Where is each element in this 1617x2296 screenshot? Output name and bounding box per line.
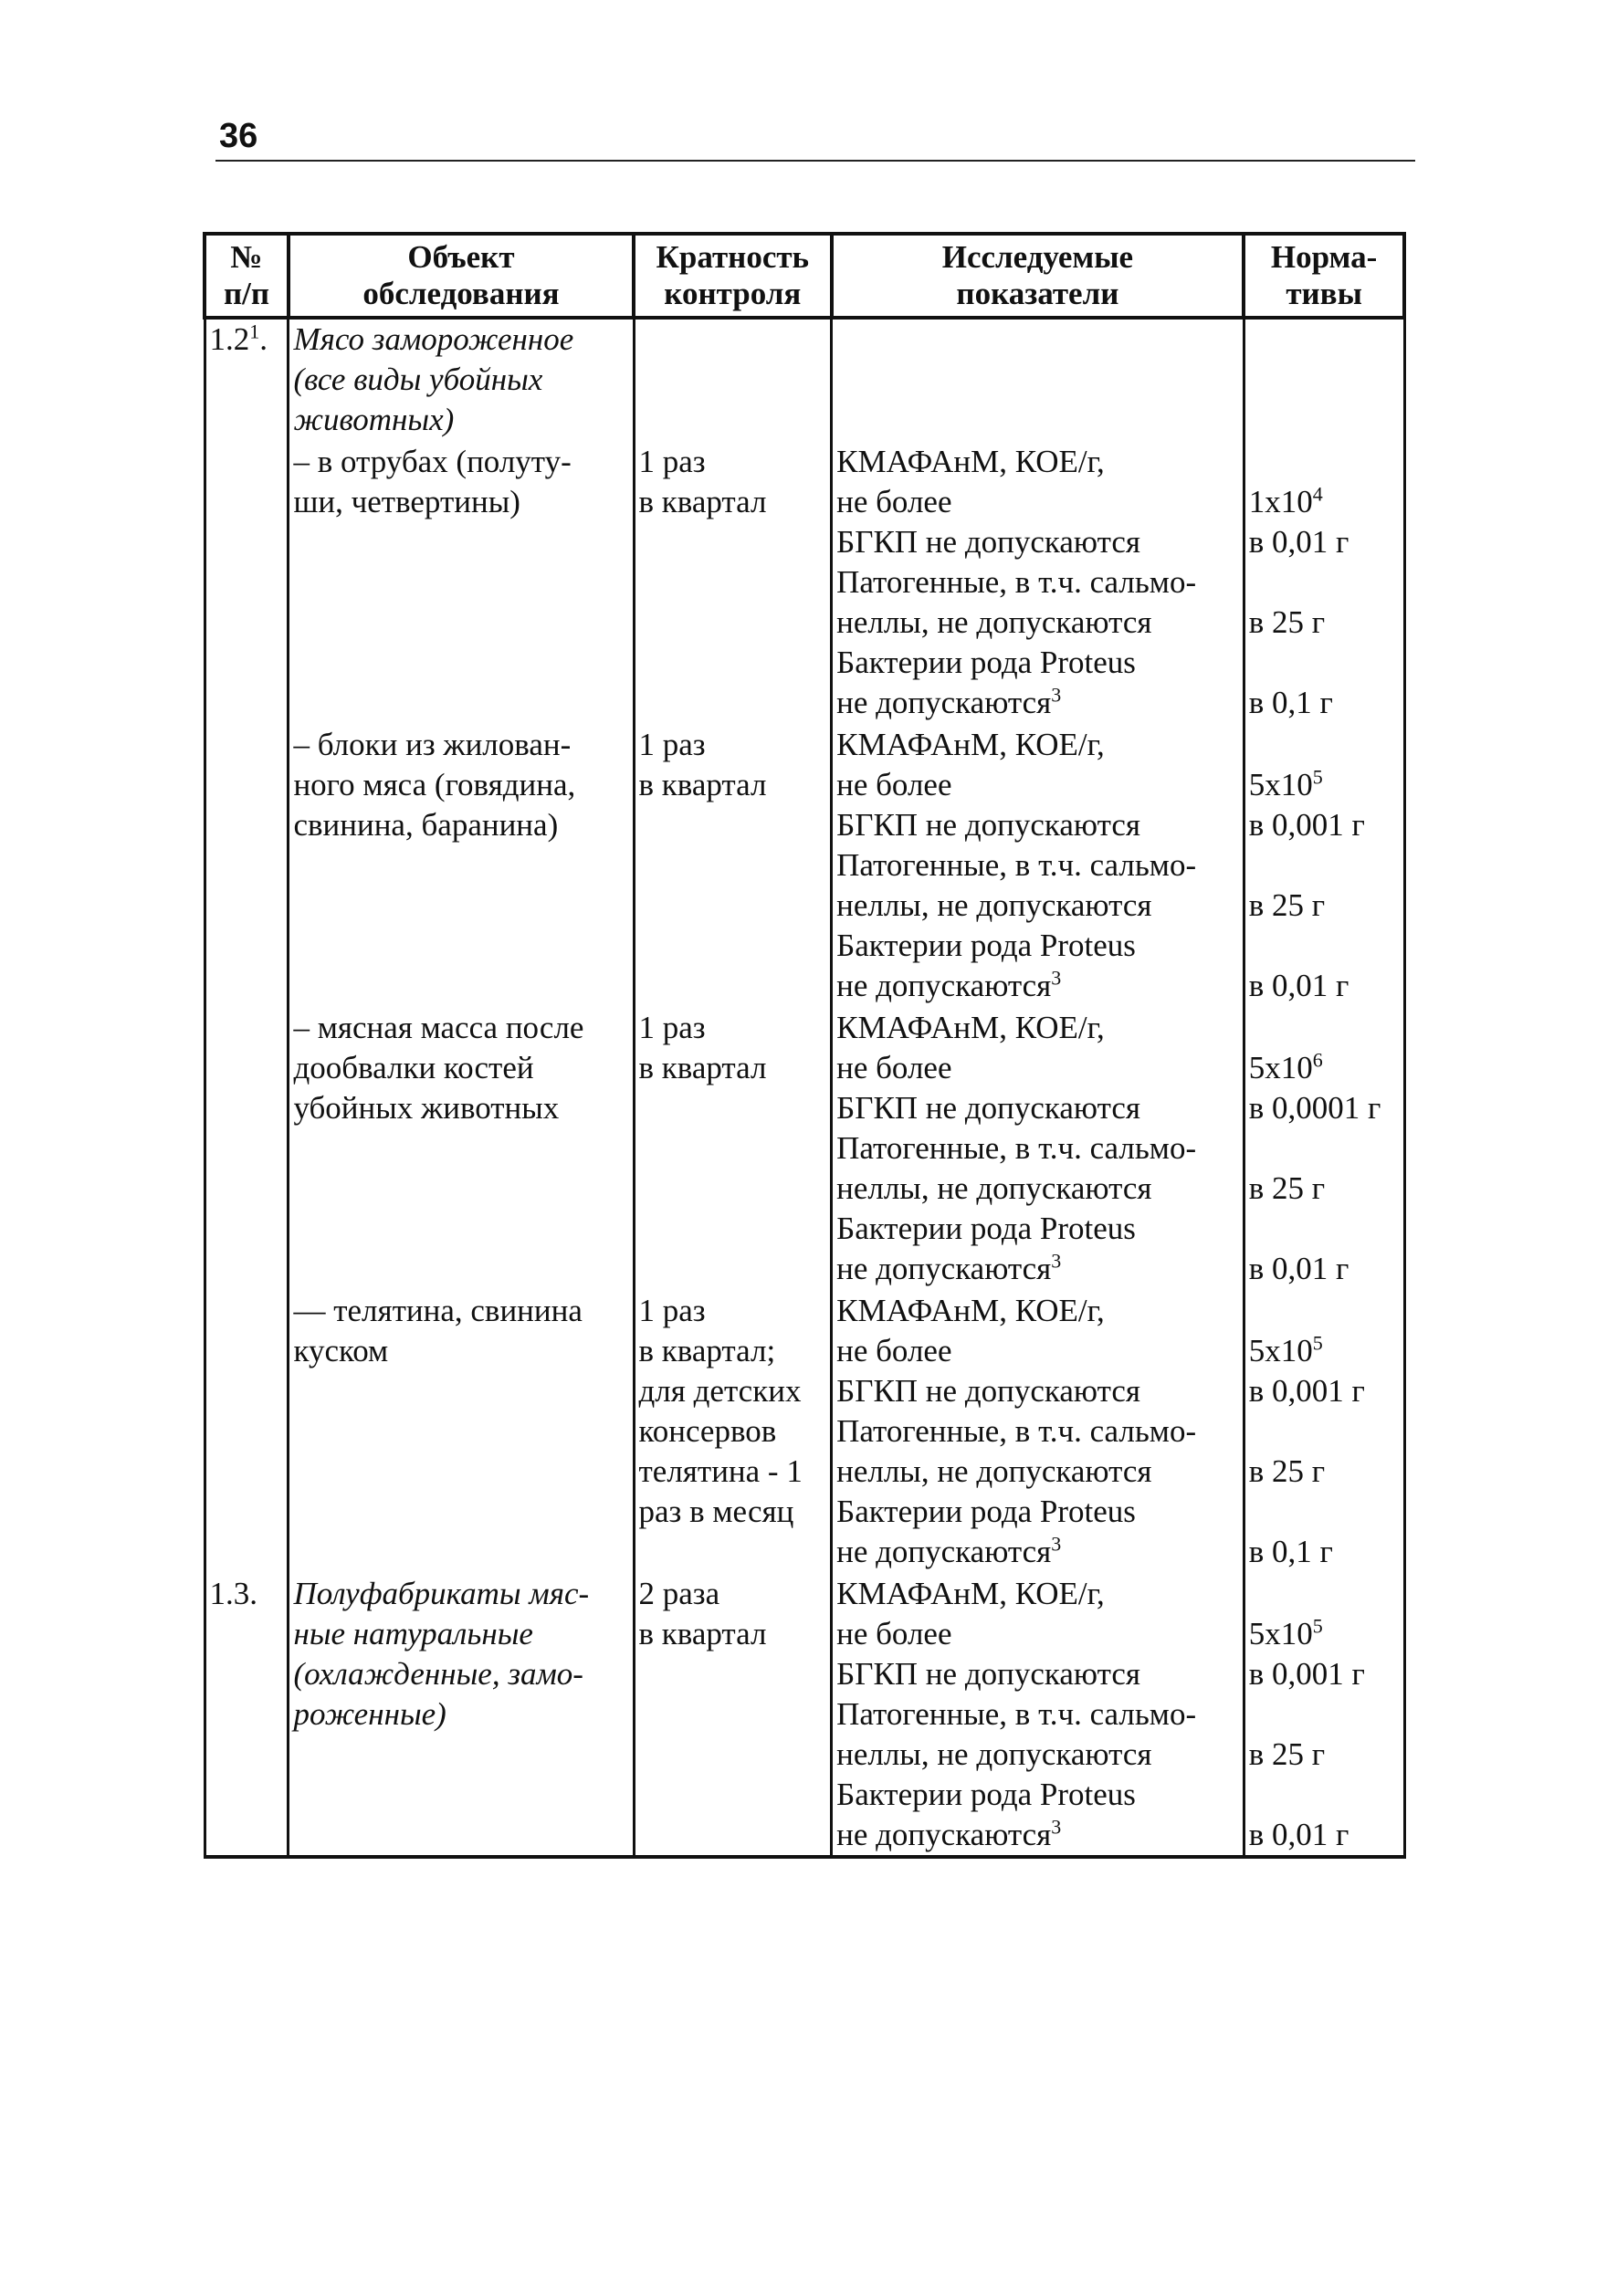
norms-cell: $5х10^6$ в 0,0001 г в 25 г в 0,01 г <box>1244 1006 1404 1289</box>
header-norms: Норма- тивы <box>1244 234 1404 318</box>
norms-cell: $5х10^5$ в 0,001 г в 25 г в 0,01 г <box>1244 723 1404 1006</box>
frequency-cell: 1 раз в квартал <box>634 1006 832 1289</box>
table-row <box>205 440 1404 723</box>
table-row <box>205 1289 1404 1572</box>
indicators-cell: КМАФАнМ, КОЕ/г, не более БГКП не допускаются Патогенные, в т.ч. сальмо- неллы, не допускаются Бактерии рода Proteus не допускаются$^3$ <box>832 1289 1244 1572</box>
section-title: Полуфабрикаты мяс- ные натуральные (охлажденные, замо- роженные) <box>289 1572 634 1857</box>
object-cell: – блоки из жилован- ного мяса (говядина, свинина, баранина) <box>289 723 634 1006</box>
header-rule <box>215 160 1415 162</box>
frequency-cell: 1 раз в квартал <box>634 440 832 723</box>
section-row-1-3 <box>205 1572 1404 1857</box>
table-row <box>205 1006 1404 1289</box>
object-cell: — телятина, свинина куском <box>289 1289 634 1572</box>
indicators-cell: КМАФАнМ, КОЕ/г, не более БГКП не допускаются Патогенные, в т.ч. сальмо- неллы, не допускаются Бактерии рода Proteus не допускаются$^3$ <box>832 1006 1244 1289</box>
header-frequency: Кратность контроля <box>634 234 832 318</box>
section-num: 1.3. <box>205 1572 289 1857</box>
norms-cell: $5х10^5$ в 0,001 г в 25 г в 0,01 г <box>1244 1572 1404 1857</box>
header-object: Объект обследования <box>289 234 634 318</box>
indicators-cell: КМАФАнМ, КОЕ/г, не более БГКП не допускаются Патогенные, в т.ч. сальмо- неллы, не допускаются Бактерии рода Proteus не допускаются$^3$ <box>832 1572 1244 1857</box>
section-row-1-2 <box>205 318 1404 440</box>
indicators-cell: КМАФАнМ, КОЕ/г, не более БГКП не допускаются Патогенные, в т.ч. сальмо- неллы, не допускаются Бактерии рода Proteus не допускаются$^3$ <box>832 723 1244 1006</box>
frequency-cell: 2 раза в квартал <box>634 1572 832 1857</box>
norms-cell: $1х10^4$ в 0,01 г в 25 г в 0,1 г <box>1244 440 1404 723</box>
section-title: Мясо замороженное (все виды убойных животных) <box>289 318 634 440</box>
section-num: $1.2^1$. <box>205 318 289 440</box>
indicators-cell: КМАФАнМ, КОЕ/г, не более БГКП не допускаются Патогенные, в т.ч. сальмо- неллы, не допускаются Бактерии рода Proteus не допускаются$^3$ <box>832 440 1244 723</box>
frequency-cell: 1 раз в квартал; для детских консервов телятина - 1 раз в месяц <box>634 1289 832 1572</box>
table-header <box>205 234 1404 318</box>
page-number: 36 <box>219 117 258 155</box>
norms-cell: $5х10^5$ в 0,001 г в 25 г в 0,1 г <box>1244 1289 1404 1572</box>
object-cell: – мясная масса после дообвалки костей убойных животных <box>289 1006 634 1289</box>
table-row <box>205 723 1404 1006</box>
norms-table <box>203 232 1406 1859</box>
header-indicators: Исследуемые показатели <box>832 234 1244 318</box>
frequency-cell: 1 раз в квартал <box>634 723 832 1006</box>
object-cell: – в отрубах (полуту- ши, четвертины) <box>289 440 634 723</box>
header-num: № п/п <box>205 234 289 318</box>
